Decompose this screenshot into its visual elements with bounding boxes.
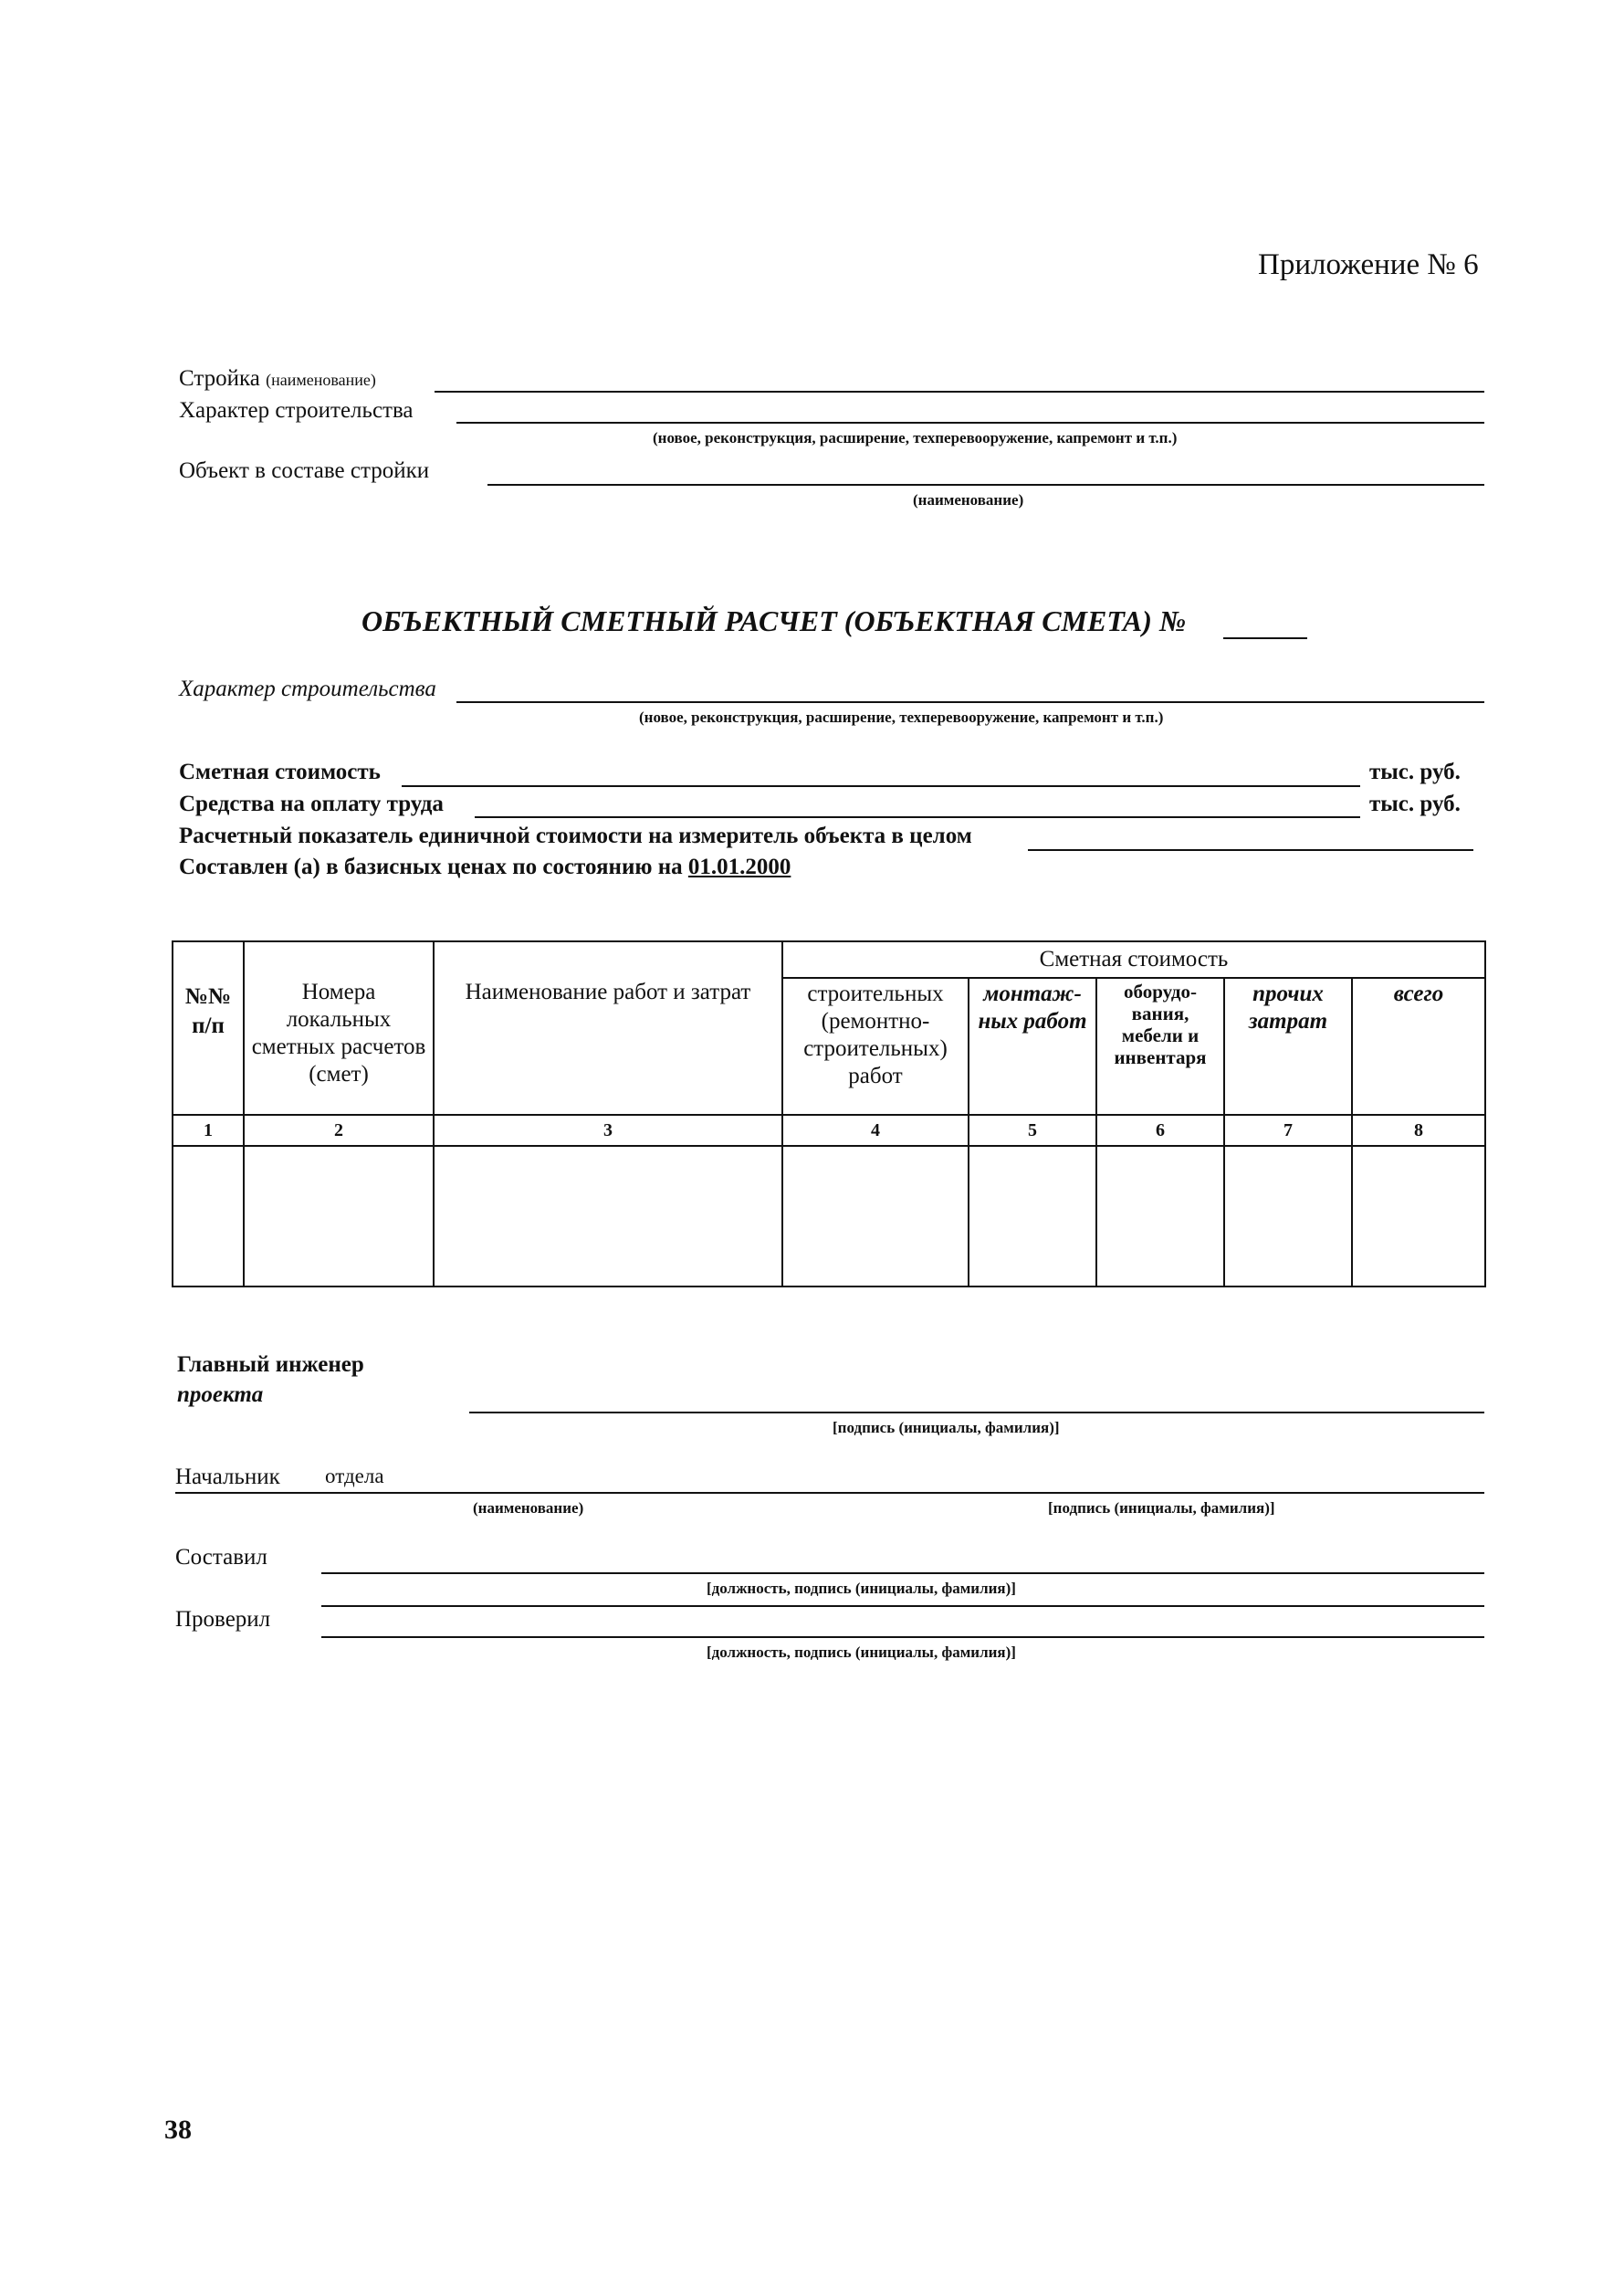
col-number-7: 7 bbox=[1224, 1115, 1352, 1146]
col-header-7: прочих затрат bbox=[1224, 978, 1352, 1115]
department-name-caption: (наименование) bbox=[473, 1499, 584, 1517]
appendix-label: Приложение № 6 bbox=[1258, 248, 1479, 281]
character-label-2: Характер строительства bbox=[179, 677, 436, 701]
checked-by-label: Проверил bbox=[175, 1607, 271, 1632]
character-field-2[interactable] bbox=[456, 701, 1484, 703]
department-signature-caption: [подпись (инициалы, фамилия)] bbox=[1048, 1499, 1275, 1517]
col-header-6: оборудо-вания, мебели и инвентаря bbox=[1096, 978, 1224, 1115]
object-field[interactable] bbox=[487, 484, 1484, 486]
estimate-number-field[interactable] bbox=[1223, 637, 1307, 639]
estimate-table bbox=[172, 940, 1486, 1287]
col-header-5: монтаж-ных работ bbox=[969, 978, 1096, 1115]
object-label: Объект в составе стройки bbox=[179, 458, 430, 483]
estimate-cost-field[interactable] bbox=[402, 785, 1360, 787]
col-header-1: №№ п/п bbox=[173, 941, 244, 1115]
table-cell[interactable] bbox=[173, 1146, 244, 1287]
chief-engineer-caption: [подпись (инициалы, фамилия)] bbox=[833, 1419, 1060, 1436]
column-number-row bbox=[173, 1115, 1485, 1146]
stroika-field[interactable] bbox=[435, 391, 1484, 393]
page-number: 38 bbox=[164, 2115, 192, 2145]
character-caption-2: (новое, реконструкция, расширение, техперевооружение, капремонт и т.п.) bbox=[639, 709, 1164, 726]
col-header-4: строительных (ремонтно-строительных) работ bbox=[782, 978, 969, 1115]
labor-cost-field[interactable] bbox=[475, 816, 1360, 818]
character-label: Характер строительства bbox=[179, 398, 414, 423]
checked-by-field-upper[interactable] bbox=[321, 1605, 1484, 1607]
col-header-3: Наименование работ и затрат bbox=[434, 941, 782, 1115]
col-number-1: 1 bbox=[173, 1115, 244, 1146]
col-number-8: 8 bbox=[1352, 1115, 1485, 1146]
labor-cost-unit: тыс. руб. bbox=[1369, 792, 1461, 816]
col-header-2: Номера локальных сметных расчетов (смет) bbox=[244, 941, 434, 1115]
compiled-by-caption: [должность, подпись (инициалы, фамилия)] bbox=[707, 1580, 1016, 1597]
group-header-estimate-cost: Сметная стоимость bbox=[782, 941, 1485, 978]
col-number-6: 6 bbox=[1096, 1115, 1224, 1146]
character-caption: (новое, реконструкция, расширение, техперевооружение, капремонт и т.п.) bbox=[653, 429, 1178, 446]
table-cell[interactable] bbox=[1224, 1146, 1352, 1287]
col-number-4: 4 bbox=[782, 1115, 969, 1146]
col-header-8: всего bbox=[1352, 978, 1485, 1115]
estimate-cost-unit: тыс. руб. bbox=[1369, 760, 1461, 784]
table-group-header-row bbox=[173, 941, 1485, 978]
base-prices-label: Составлен (а) в базисных ценах по состоянию на 01.01.2000 bbox=[179, 855, 791, 879]
checked-by-field[interactable] bbox=[321, 1636, 1484, 1638]
department-head-label: Начальник bbox=[175, 1465, 280, 1489]
table-cell[interactable] bbox=[244, 1146, 434, 1287]
table-cell[interactable] bbox=[1096, 1146, 1224, 1287]
labor-cost-label: Средства на оплату труда bbox=[179, 792, 444, 816]
col-number-2: 2 bbox=[244, 1115, 434, 1146]
department-head-field[interactable] bbox=[175, 1492, 1484, 1494]
checked-by-caption: [должность, подпись (инициалы, фамилия)] bbox=[707, 1644, 1016, 1661]
estimate-cost-label: Сметная стоимость bbox=[179, 760, 381, 784]
document-title: ОБЪЕКТНЫЙ СМЕТНЫЙ РАСЧЕТ (ОБЪЕКТНАЯ СМЕТА) № bbox=[361, 604, 1187, 637]
chief-engineer-label: Главный инженер проекта bbox=[177, 1352, 364, 1407]
unit-indicator-label: Расчетный показатель единичной стоимости на измеритель объекта в целом bbox=[179, 824, 972, 848]
chief-engineer-signature-field[interactable] bbox=[469, 1412, 1484, 1413]
col-number-3: 3 bbox=[434, 1115, 782, 1146]
table-cell[interactable] bbox=[1352, 1146, 1485, 1287]
compiled-by-label: Составил bbox=[175, 1545, 267, 1570]
base-date: 01.01.2000 bbox=[687, 855, 791, 879]
table-cell[interactable] bbox=[969, 1146, 1096, 1287]
unit-indicator-field[interactable] bbox=[1028, 849, 1473, 851]
table-cell[interactable] bbox=[434, 1146, 782, 1287]
department-word: отдела bbox=[325, 1465, 384, 1487]
stroika-label: Стройка (наименование) bbox=[179, 366, 376, 391]
table-cell[interactable] bbox=[782, 1146, 969, 1287]
compiled-by-field[interactable] bbox=[321, 1572, 1484, 1574]
object-caption: (наименование) bbox=[913, 491, 1024, 509]
table-row bbox=[173, 1146, 1485, 1287]
character-field[interactable] bbox=[456, 422, 1484, 424]
col-number-5: 5 bbox=[969, 1115, 1096, 1146]
